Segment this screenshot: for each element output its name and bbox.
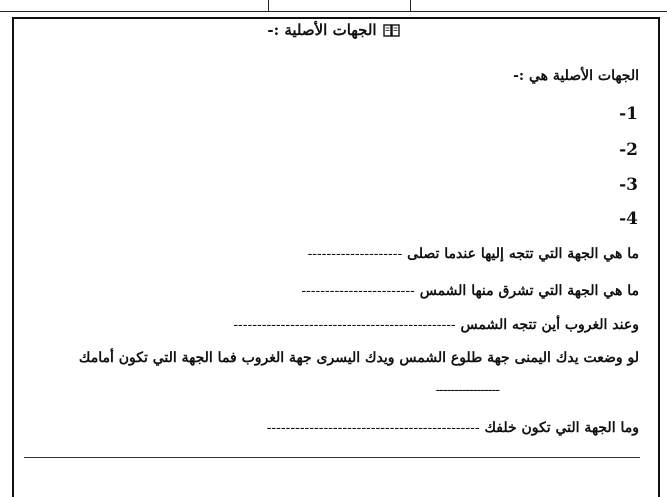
section-title: الجهات الأصلية :-: [267, 21, 377, 39]
top-table-strip: [0, 0, 667, 12]
intro-text: الجهات الأصلية هي :-: [513, 68, 639, 84]
question-line: [308, 246, 639, 262]
answer-blank[interactable]: --------------------: [307, 246, 403, 262]
question-line: [267, 420, 639, 436]
question-line: [233, 317, 639, 333]
open-book-icon: [383, 23, 400, 41]
question-text: وما الجهة التي تكون خلفك: [484, 420, 639, 436]
section-heading: [0, 21, 667, 41]
table-cell-divider: [410, 0, 411, 12]
question-text: ما هي الجهة التي تشرق منها الشمس: [419, 283, 639, 299]
question-text: وعند الغروب أين تتجه الشمس: [460, 317, 639, 333]
answer-blank[interactable]: -----------------: [435, 382, 499, 398]
question-line: [79, 350, 639, 366]
numbered-item: 4-: [619, 209, 638, 229]
table-cell-divider: [268, 0, 269, 12]
question-line: [436, 382, 499, 398]
bottom-rule: [24, 457, 640, 458]
answer-blank[interactable]: -----------------------------------------------: [233, 317, 456, 333]
question-line: [301, 283, 639, 299]
answer-blank[interactable]: ---------------------------------------------: [266, 420, 480, 436]
answer-blank[interactable]: ------------------------: [301, 283, 415, 299]
question-text: لو وضعت يدك اليمنى جهة طلوع الشمس ويدك اليسرى جهة الغروب فما الجهة التي تكون أمامك: [78, 350, 639, 366]
numbered-item: 1-: [619, 104, 638, 124]
numbered-item: 3-: [619, 175, 638, 195]
question-text: ما هي الجهة التي تتجه إليها عندما تصلى: [407, 246, 639, 262]
numbered-item: 2-: [619, 140, 638, 160]
